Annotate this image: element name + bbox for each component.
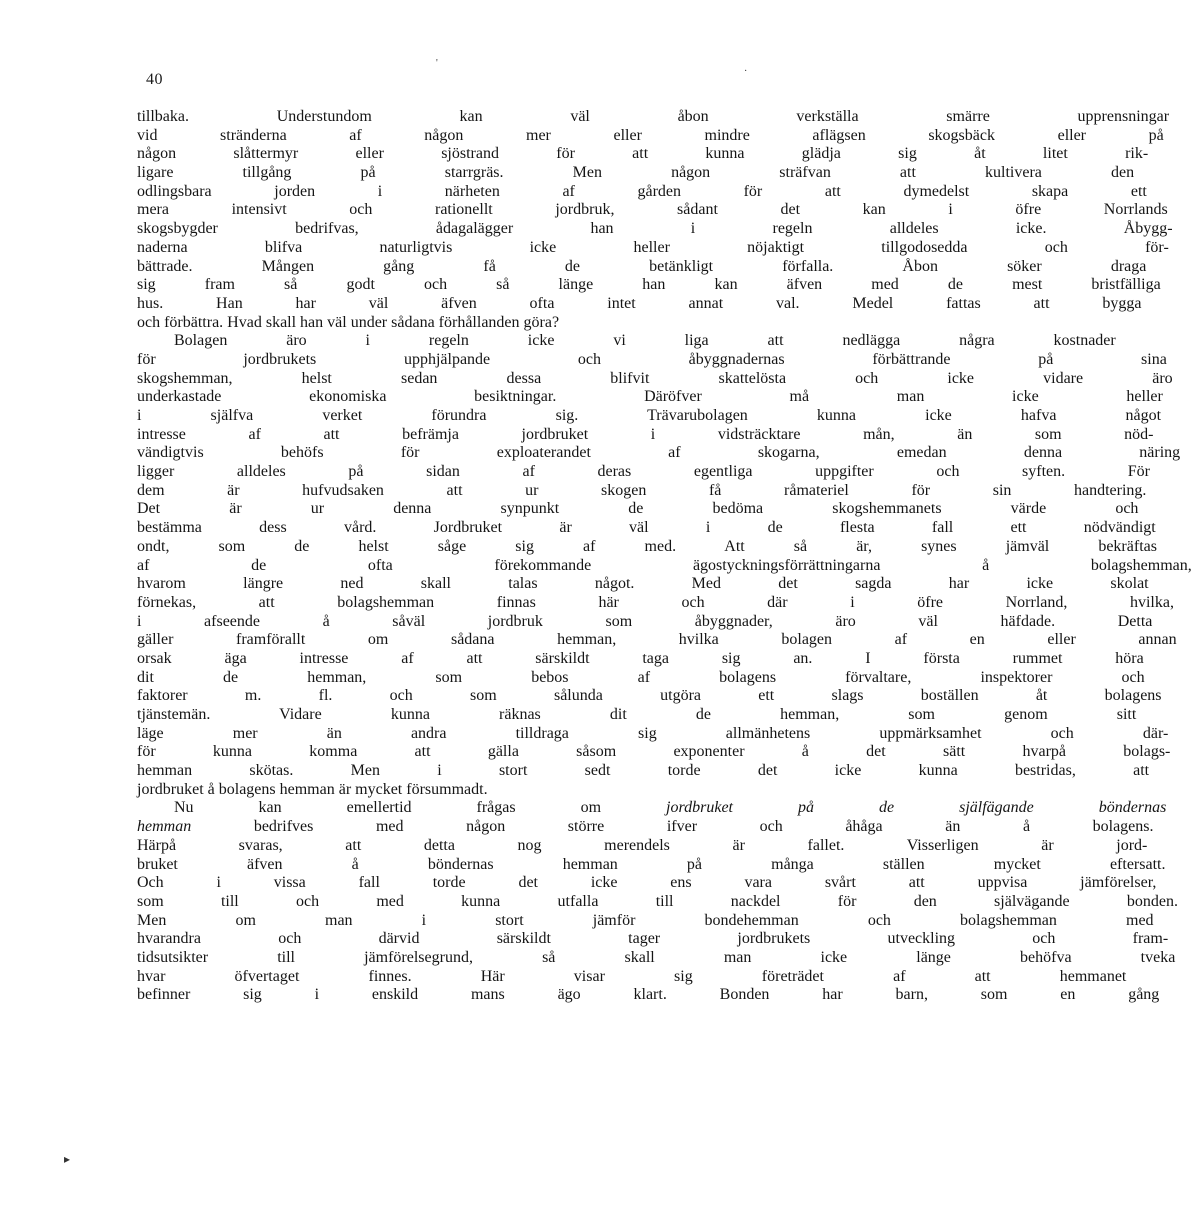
text-line [137, 930, 1169, 949]
line-text: orsak äga intresse af att särskildt taga sig an. I första rummet höra [137, 649, 1144, 667]
print-speck: ▸ [64, 1152, 71, 1166]
text-line [137, 444, 1181, 463]
text-line [137, 855, 1166, 875]
text-line [137, 892, 1178, 912]
text-line [137, 425, 1154, 445]
text-line [137, 481, 1147, 501]
text-line [137, 314, 723, 333]
line-text: för jordbrukets upphjälpande och åbyggnadernas förbättrande på sina [137, 350, 1167, 368]
line-text: naderna blifva naturligtvis icke heller nöjaktigt tillgodosedda och för- [137, 238, 1169, 256]
line-text: läge mer än andra tilldraga sig allmänhetens uppmärksamhet och där- [137, 724, 1169, 742]
text-line [137, 537, 1157, 557]
text-line [137, 649, 1144, 669]
line-text: hemman skötas. Men i stort sedt torde det icke kunna bestridas, att [137, 762, 1150, 780]
line-text: sig fram så godt och så länge han kan äfven med de mest bristfälliga [137, 276, 1161, 294]
line-text: bättrade. Mången gång få de betänkligt förfalla. Åbon söker draga [137, 257, 1147, 275]
text-line [137, 948, 1176, 968]
text-line [137, 519, 1156, 538]
text-line [137, 874, 1157, 893]
text-line [137, 743, 1171, 762]
line-text: skogsbygder bedrifvas, ådagalägger han i regeln alldeles icke. Åbygg- [137, 220, 1173, 238]
line-text: intresse af att befrämja jordbruket i vidsträcktare mån, än som nöd- [137, 425, 1154, 443]
text-line [137, 556, 1192, 576]
text-line [137, 706, 1137, 725]
text-line [137, 986, 1160, 1005]
line-text: som till och med kunna utfalla till nackdel för den självägande bonden. [137, 892, 1178, 910]
text-line [137, 126, 1164, 146]
text-line [137, 593, 1174, 613]
line-text: tidsutsikter till jämförelsegrund, så skall man icke länge behöfva tveka [137, 948, 1176, 966]
text-line [137, 369, 1173, 389]
text-line [137, 350, 1167, 370]
line-text: hus. Han har väl äfven ofta intet annat val. Medel fattas att bygga [137, 294, 1142, 312]
line-text: hvarandra och därvid särskildt tager jordbrukets utveckling och fram- [137, 930, 1169, 948]
text-line [137, 818, 1154, 837]
line-text: i själfva verket förundra sig. Trävarubolagen kunna icke hafva något [137, 407, 1162, 424]
text-line [137, 164, 1135, 183]
text-line [137, 836, 1148, 856]
line-text: vid stränderna af någon mer eller mindre aflägsen skogsbäck eller på [137, 126, 1164, 144]
text-line [137, 967, 1127, 987]
line-text: någon slåttermyr eller sjöstrand för att kunna glädja sig åt litet rik- [137, 145, 1149, 163]
text-line [137, 294, 1142, 314]
text-line [137, 257, 1147, 277]
text-line [137, 500, 1139, 519]
line-text: odlingsbara jorden i närheten af gården för att dymedelst skapa ett [137, 182, 1147, 200]
line-text: dit de hemman, som bebos af bolagens förvaltare, inspektorer och [137, 668, 1145, 686]
text-line [137, 388, 1163, 407]
line-text: mera intensivt och rationellt jordbruk, sådant det kan i öfre Norrlands [137, 201, 1168, 219]
line-text: dem är hufvudsaken att ur skogen få råmateriel för sin handtering. [137, 481, 1147, 499]
line-text: Men om man i stort jämför bondehemman och bolagshemman med [137, 911, 1154, 929]
line-text: bruket äfven å böndernas hemman på många ställen mycket eftersatt. [137, 855, 1166, 873]
line-text: tillbaka. Understundom kan väl åbon verkställa smärre upprensningar [137, 108, 1170, 125]
line-text: ondt, som de helst såge sig af med. Att så är, synes jämväl bekräftas [137, 537, 1157, 555]
text-line [137, 631, 1177, 650]
line-text: Det är ur denna synpunkt de bedöma skogshemmanets värde och [137, 500, 1139, 518]
text-line [137, 407, 1162, 426]
italic-text: hemman [137, 818, 192, 836]
text-line [137, 911, 1154, 931]
line-text: jordbruket å bolagens hemman är mycket försummadt. [137, 780, 488, 798]
text-line [137, 220, 1173, 239]
print-speck: ' [436, 58, 438, 69]
line-text: faktorer m. fl. och som sålunda utgöra ett slags boställen åt bolagens [137, 687, 1162, 705]
line-text: bedrifves med någon större ifver och åhåga än å bolagens. [191, 818, 1154, 836]
line-text: och förbättra. Hvad skall han väl under sådana förhållanden göra? [137, 313, 560, 331]
line-text: Härpå svaras, att detta nog merendels är fallet. Visserligen är jord- [137, 836, 1148, 854]
line-text: befinner sig i enskild mans ägo klart. Bonden har barn, som en gång [137, 986, 1160, 1004]
line-text: hvarom längre ned skall talas något. Med det sagda har icke skolat [137, 575, 1149, 593]
line-text: underkastade ekonomiska besiktningar. Däröfver må man icke heller [137, 388, 1163, 406]
text-line [137, 799, 1167, 818]
text-line [137, 145, 1149, 164]
text-line [137, 724, 1169, 744]
line-text: bestämma dess vård. Jordbruket är väl i de flesta fall ett nödvändigt [137, 519, 1156, 537]
line-text: förnekas, att bolagshemman finnas här och där i öfre Norrland, hvilka, [137, 593, 1174, 611]
line-text: tjänstemän. Vidare kunna räknas dit de hemman, som genom sitt [137, 706, 1137, 723]
page-number: 40 [146, 71, 163, 88]
text-line [137, 201, 1168, 220]
line-text: ligare tillgång på starrgräs. Men någon sträfvan att kultivera den [137, 164, 1135, 182]
text-line [137, 276, 1161, 295]
line-text: gäller framförallt om sådana hemman, hvilka bolagen af en eller annan [137, 631, 1177, 649]
text-line [137, 332, 1116, 351]
line-text: af de ofta förekommande ägostyckningsförrättningarna å bolagshemman, [137, 556, 1192, 574]
text-line [137, 762, 1150, 781]
text-line [137, 612, 1153, 632]
line-text: Nu kan emellertid frågas om [174, 799, 667, 817]
text-line [137, 108, 1170, 127]
line-text: Och i vissa fall torde det icke ens vara svårt att uppvisa jämförelser, [137, 874, 1157, 892]
line-text: Bolagen äro i regeln icke vi liga att nedlägga några kostnader [174, 332, 1116, 350]
line-text: i afseende å såväl jordbruk som åbyggnader, äro väl häfdade. Detta [137, 612, 1153, 630]
body-text [137, 108, 1192, 1005]
italic-text: jordbruket på de själfägande böndernas [666, 799, 1167, 817]
line-text: hvar öfvertaget finnes. Här visar sig företrädet af att hemmanet [137, 967, 1127, 985]
text-line [137, 575, 1149, 594]
line-text: ligger alldeles på sidan af deras egentliga uppgifter och syften. För [137, 463, 1150, 481]
text-line [137, 781, 723, 800]
text-line [137, 668, 1145, 688]
line-text: vändigtvis behöfs för exploaterandet af skogarna, emedan denna näring [137, 444, 1181, 462]
text-line [137, 182, 1147, 202]
text-line [137, 687, 1162, 706]
text-line [137, 463, 1150, 482]
line-text: skogshemman, helst sedan dessa blifvit skattelösta och icke vidare äro [137, 369, 1173, 387]
print-speck: · [744, 66, 748, 77]
text-line [137, 238, 1169, 258]
line-text: för kunna komma att gälla såsom exponenter å det sätt hvarpå bolags- [137, 743, 1171, 761]
